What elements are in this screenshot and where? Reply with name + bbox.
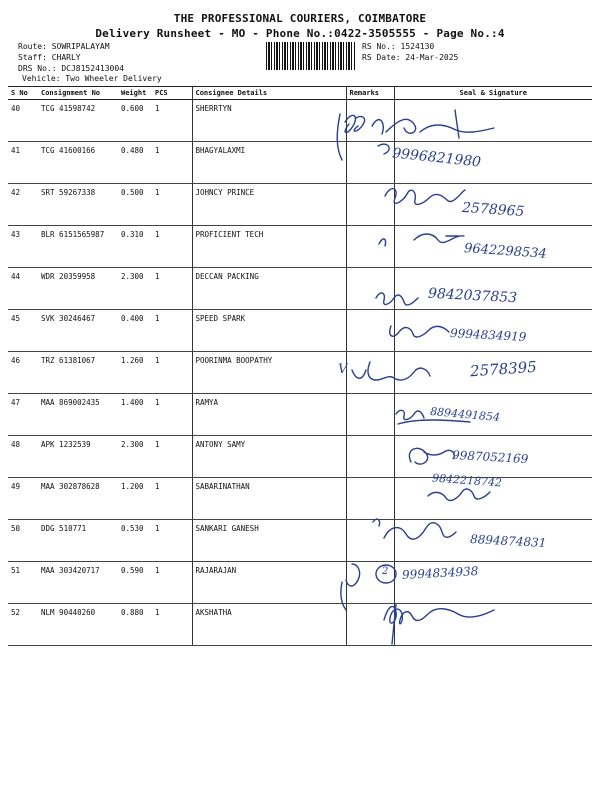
route-label: Route: SOWRIPALAYAM <box>18 42 110 51</box>
cell-consignee: RAMYA <box>192 394 346 436</box>
cell-pcs: 1 <box>152 310 192 352</box>
cell-weight: 1.400 <box>118 394 152 436</box>
cell-sno: 48 <box>8 436 38 478</box>
col-consignment: Consignment No <box>38 87 118 100</box>
handwritten-phone-43: 9642298534 <box>463 241 548 262</box>
cell-consignment: BLR 6151565987 <box>38 226 118 268</box>
handwritten-circled-51: 2 <box>382 566 389 577</box>
col-sno: S No <box>8 87 38 100</box>
cell-remarks <box>346 394 394 436</box>
cell-sno: 40 <box>8 100 38 142</box>
cell-remarks <box>346 310 394 352</box>
cell-weight: 0.480 <box>118 142 152 184</box>
runsheet-subtitle: Delivery Runsheet - MO - Phone No.:0422-3505555 - Page No.:4 <box>95 27 505 40</box>
cell-remarks <box>346 520 394 562</box>
table-row <box>8 562 592 604</box>
cell-weight: 0.500 <box>118 184 152 226</box>
cell-consignment: TRZ 61381067 <box>38 352 118 394</box>
cell-seal-signature <box>394 604 592 646</box>
cell-remarks <box>346 226 394 268</box>
cell-sno: 46 <box>8 352 38 394</box>
cell-remarks <box>346 142 394 184</box>
barcode <box>266 42 356 70</box>
cell-consignment: APK 1232539 <box>38 436 118 478</box>
cell-sno: 50 <box>8 520 38 562</box>
cell-consignee: JOHNCY PRINCE <box>192 184 346 226</box>
handwritten-remark-46: V <box>338 362 348 377</box>
table-row <box>8 604 592 646</box>
cell-consignment: DDG 510771 <box>38 520 118 562</box>
cell-remarks <box>346 436 394 478</box>
handwritten-phone-49: 9842218742 <box>431 471 503 490</box>
staff-label: Staff: CHARLY <box>18 53 81 62</box>
cell-sno: 45 <box>8 310 38 352</box>
cell-pcs: 1 <box>152 142 192 184</box>
cell-pcs: 1 <box>152 100 192 142</box>
cell-sno: 49 <box>8 478 38 520</box>
cell-weight: 2.300 <box>118 436 152 478</box>
handwritten-phone-51: 9994834938 <box>401 564 479 582</box>
cell-pcs: 1 <box>152 226 192 268</box>
table-header-row <box>8 87 592 100</box>
cell-pcs: 1 <box>152 352 192 394</box>
cell-weight: 0.400 <box>118 310 152 352</box>
cell-consignment: MAA 869002435 <box>38 394 118 436</box>
cell-remarks <box>346 268 394 310</box>
cell-weight: 2.300 <box>118 268 152 310</box>
cell-consignee: PROFICIENT TECH <box>192 226 346 268</box>
cell-consignment: NLM 90440260 <box>38 604 118 646</box>
cell-weight: 1.200 <box>118 478 152 520</box>
cell-pcs: 1 <box>152 604 192 646</box>
cell-consignee: RAJARAJAN <box>192 562 346 604</box>
table-row <box>8 478 592 520</box>
cell-pcs: 1 <box>152 562 192 604</box>
vehicle-label: Vehicle: Two Wheeler Delivery <box>22 74 162 83</box>
cell-pcs: 1 <box>152 436 192 478</box>
handwritten-phone-44: 9842037853 <box>427 285 518 307</box>
handwritten-phone-45: 9994834919 <box>449 326 527 344</box>
col-pcs: PCS <box>152 87 192 100</box>
cell-remarks <box>346 604 394 646</box>
cell-consignee: SHERRTYN <box>192 100 346 142</box>
cell-consignment: MAA 302878628 <box>38 478 118 520</box>
cell-pcs: 1 <box>152 478 192 520</box>
handwritten-phone-41: 9996821980 <box>391 145 482 171</box>
cell-weight: 0.590 <box>118 562 152 604</box>
cell-consignee: SANKARI GANESH <box>192 520 346 562</box>
cell-consignee: SPEED SPARK <box>192 310 346 352</box>
col-remarks: Remarks <box>346 87 394 100</box>
cell-consignment: SVK 30246467 <box>38 310 118 352</box>
cell-consignment: TCG 41600166 <box>38 142 118 184</box>
cell-sno: 41 <box>8 142 38 184</box>
handwritten-phone-42: 2578965 <box>461 199 525 221</box>
cell-weight: 0.310 <box>118 226 152 268</box>
cell-consignee: AKSHATHA <box>192 604 346 646</box>
cell-consignment: WDR 20359958 <box>38 268 118 310</box>
cell-consignee: BHAGYALAXMI <box>192 142 346 184</box>
cell-remarks <box>346 478 394 520</box>
handwritten-phone-46: 2578395 <box>469 357 538 381</box>
cell-consignment: TCG 41598742 <box>38 100 118 142</box>
cell-consignment: SRT 59267338 <box>38 184 118 226</box>
cell-weight: 0.600 <box>118 100 152 142</box>
handwritten-phone-47: 8894491854 <box>429 404 501 425</box>
cell-sno: 47 <box>8 394 38 436</box>
rs-date: RS Date: 24-Mar-2025 <box>362 53 459 62</box>
cell-remarks <box>346 100 394 142</box>
table-row <box>8 142 592 184</box>
table-row <box>8 100 592 142</box>
cell-consignee: ANTONY SAMY <box>192 436 346 478</box>
cell-sno: 52 <box>8 604 38 646</box>
handwritten-phone-50: 8894874831 <box>469 532 547 550</box>
col-weight: Weight <box>118 87 152 100</box>
cell-remarks <box>346 352 394 394</box>
cell-pcs: 1 <box>152 184 192 226</box>
cell-weight: 1.260 <box>118 352 152 394</box>
handwritten-phone-48: 9987052169 <box>451 448 529 466</box>
cell-pcs: 1 <box>152 268 192 310</box>
cell-consignee: SABARINATHAN <box>192 478 346 520</box>
cell-pcs: 1 <box>152 520 192 562</box>
rs-number: RS No.: 1524130 <box>362 42 435 51</box>
cell-consignee: DECCAN PACKING <box>192 268 346 310</box>
cell-consignment: MAA 303420717 <box>38 562 118 604</box>
cell-remarks <box>346 184 394 226</box>
cell-pcs: 1 <box>152 394 192 436</box>
cell-sno: 42 <box>8 184 38 226</box>
cell-weight: 0.880 <box>118 604 152 646</box>
drs-number: DRS No.: DCJ8152413004 <box>18 64 124 73</box>
cell-consignee: POORINMA BOOPATHY <box>192 352 346 394</box>
cell-sno: 51 <box>8 562 38 604</box>
cell-weight: 0.530 <box>118 520 152 562</box>
cell-sno: 43 <box>8 226 38 268</box>
col-consignee: Consignee Details <box>192 87 346 100</box>
company-title: THE PROFESSIONAL COURIERS, COIMBATORE <box>173 12 427 25</box>
cell-seal-signature <box>394 100 592 142</box>
cell-sno: 44 <box>8 268 38 310</box>
col-seal-signature: Seal & Signature <box>394 87 592 100</box>
table-row <box>8 394 592 436</box>
